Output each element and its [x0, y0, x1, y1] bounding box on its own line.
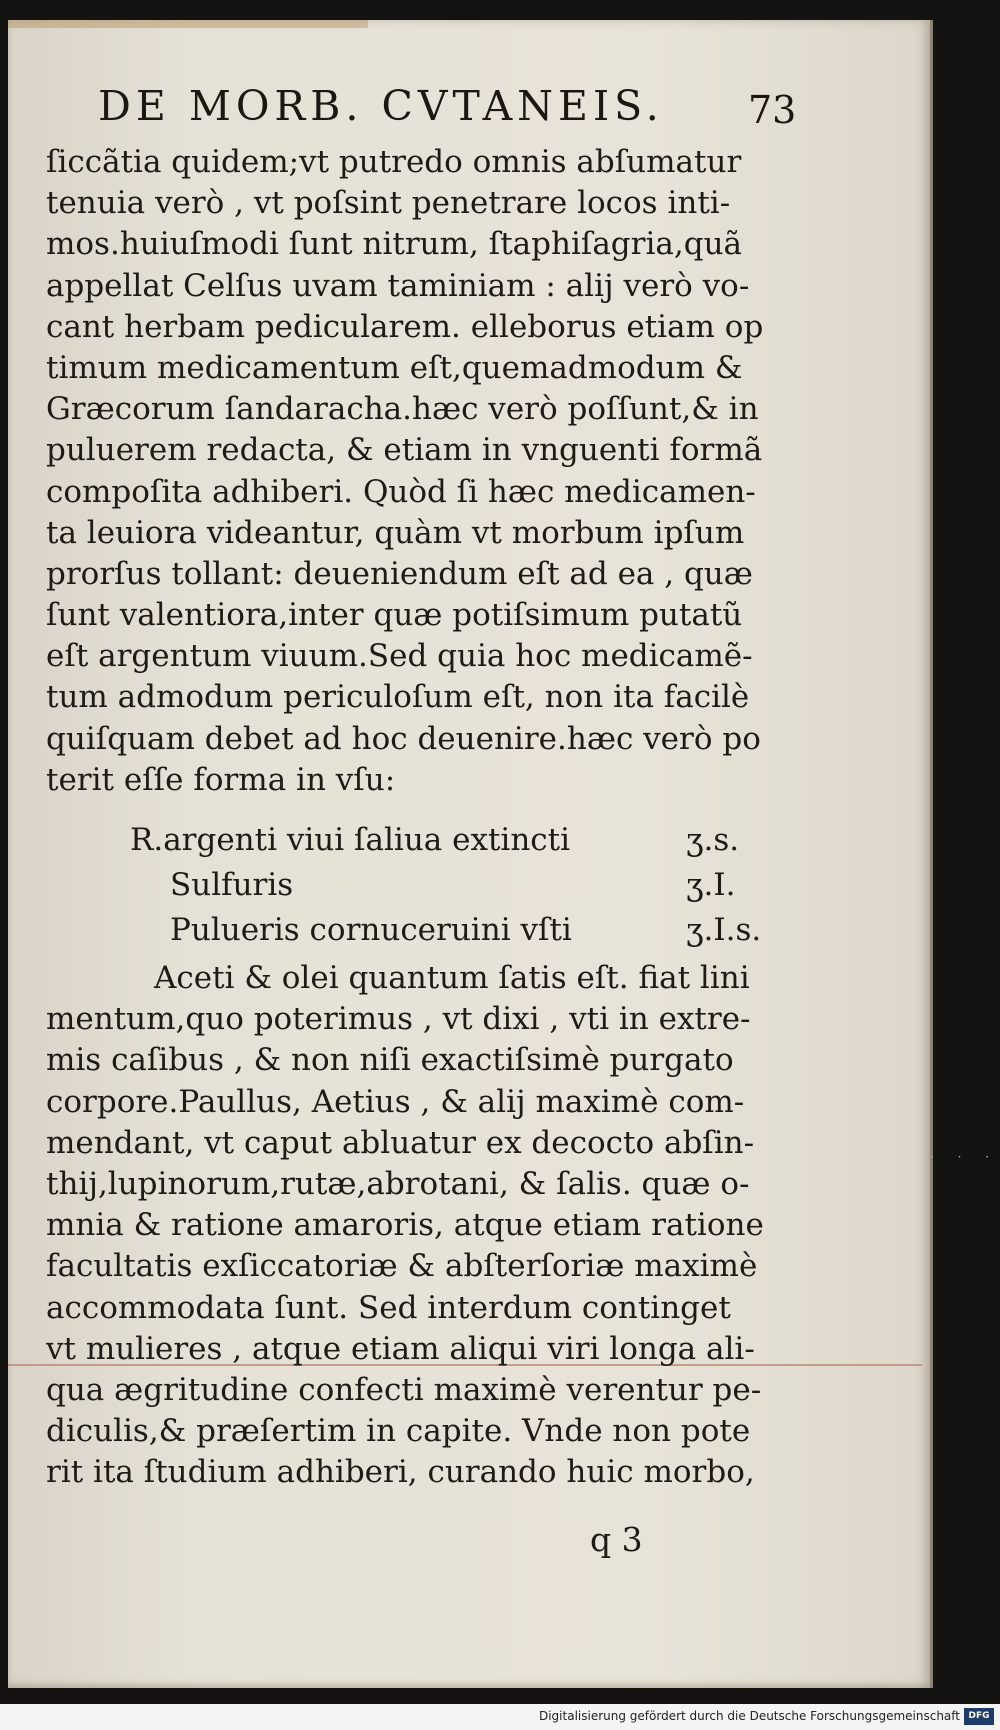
- text-line: tenuia verò , vt poſsint penetrare locos inti-: [46, 185, 731, 222]
- page-number: 73: [748, 88, 797, 132]
- text-line: facultatis exſiccatoriæ & abſterſoriæ maximè: [46, 1248, 758, 1285]
- page-stain: [8, 20, 368, 28]
- text-line: Græcorum ſandaracha.hæc verò poſſunt,& in: [46, 391, 759, 428]
- text-line: Aceti & olei quantum ſatis eſt. fiat lini: [154, 960, 750, 996]
- recipe-ingredient: Sulfuris: [170, 867, 294, 903]
- body-text-continued: [46, 958, 816, 1493]
- recipe-line: [46, 820, 806, 861]
- text-line: diculis,& præſertim in capite. Vnde non pote: [46, 1413, 751, 1450]
- text-line: puluerem redacta, & etiam in vnguenti formã: [46, 432, 763, 469]
- recipe-quantity: ʒ.I.s.: [686, 912, 762, 948]
- text-line: ta leuiora videantur, quàm vt morbum ipſum: [46, 514, 745, 551]
- text-line: ſiccãtia quidem;vt putredo omnis abſumatur: [46, 144, 742, 180]
- running-head: DE MORB. CVTANEIS.: [98, 82, 664, 130]
- recipe-line: [46, 865, 806, 906]
- text-line: appellat Celſus uvam taminiam : alij verò vo-: [46, 267, 750, 304]
- digitization-footer: [0, 1704, 1000, 1730]
- text-line: rit ita ſtudium adhiberi, curando huic morbo,: [46, 1454, 755, 1491]
- signature-mark: q 3: [590, 1520, 643, 1559]
- funding-credit: Digitalisierung gefördert durch die Deutsche Forschungsgemeinschaft: [538, 1709, 960, 1723]
- text-line: timum medicamentum eſt,quemadmodum &: [46, 349, 743, 386]
- recipe-line: [46, 910, 806, 951]
- recipe-quantity: ʒ.I.: [686, 867, 736, 903]
- dfg-logo-icon: DFG: [964, 1708, 994, 1725]
- text-line: accommodata ſunt. Sed interdum continget: [46, 1289, 731, 1326]
- page-header: [88, 82, 808, 138]
- text-line: mnia & ratione amaroris, atque etiam ratione: [46, 1207, 764, 1244]
- text-line: mentum,quo poterimus , vt dixi , vti in extre-: [46, 1001, 751, 1038]
- edge-decoration: · · ·: [930, 1150, 1000, 1164]
- text-line: mis caſibus , & non niſi exactiſsimè purgato: [46, 1042, 734, 1079]
- text-line: thij,lupinorum,rutæ,abrotani, & ſalis. quæ o-: [46, 1165, 750, 1202]
- text-line: vt mulieres , atque etiam aliqui viri longa ali-: [46, 1330, 755, 1367]
- text-line: mendant, vt caput abluatur ex decocto abſin-: [46, 1124, 755, 1161]
- text-line: cant herbam pedicularem. elleborus etiam op: [46, 308, 764, 345]
- recipe-ingredient: R.argenti viui ſaliua extincti: [130, 822, 571, 858]
- text-line: tum admodum periculoſum eſt, non ita facilè: [46, 679, 750, 716]
- text-line: terit eſſe forma in vſu:: [46, 761, 396, 798]
- text-line: compoſita adhiberi. Quòd ſi hæc medicamen-: [46, 473, 756, 510]
- text-line: mos.huiuſmodi ſunt nitrum, ſtaphiſagria,quã: [46, 226, 743, 263]
- recipe-quantity: ʒ.s.: [686, 822, 740, 858]
- text-line: qua ægritudine confecti maximè verentur pe-: [46, 1371, 762, 1408]
- body-text: [46, 142, 816, 801]
- text-line: ſunt valentiora,inter quæ potiſsimum putatũ: [46, 597, 743, 634]
- text-line: corpore.Paullus, Aetius , & alij maximè com-: [46, 1083, 745, 1120]
- text-line: eſt argentum viuum.Sed quia hoc medicamẽ-: [46, 638, 753, 675]
- text-line: quiſquam debet ad hoc deuenire.hæc verò po: [46, 720, 761, 757]
- text-line: prorſus tollant: deueniendum eſt ad ea , quæ: [46, 555, 753, 592]
- recipe-ingredient: Pulueris cornuceruini vſti: [170, 912, 572, 948]
